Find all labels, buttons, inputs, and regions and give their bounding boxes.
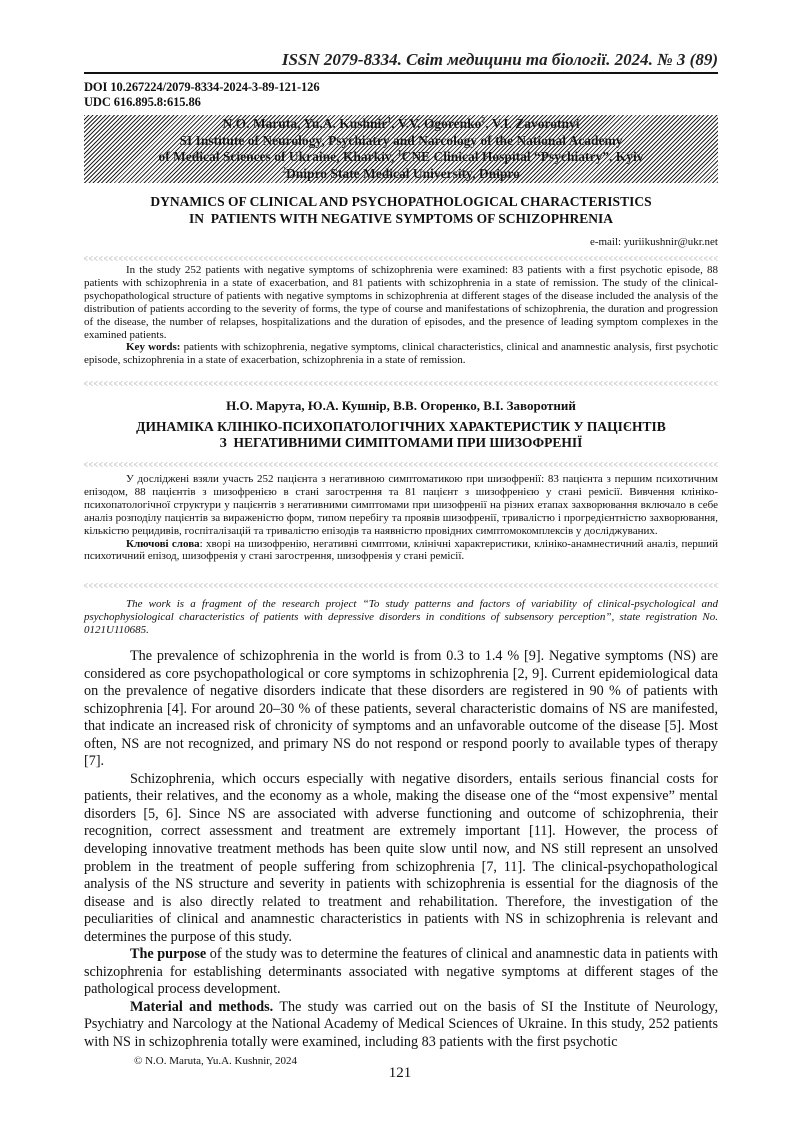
- authors-ua: Н.О. Марута, Ю.А. Кушнір, В.В. Огоренко, В.І. Заворотний: [226, 398, 576, 413]
- author-names: N.O. Maruta, Yu.A. Kushnir: [222, 116, 388, 131]
- title-line: IN PATIENTS WITH NEGATIVE SYMPTOMS OF SCHIZOPHRENIA: [189, 211, 613, 226]
- separator: [84, 583, 718, 588]
- affiliation-line: SI Institute of Neurology, Psychiatry and Narcology of the National Academy: [179, 132, 623, 148]
- header-rule: [84, 72, 718, 74]
- paragraph: [84, 946, 718, 999]
- affiliation-block: [84, 115, 718, 183]
- udc: UDC 616.895.8:615.86: [84, 95, 201, 109]
- affiliation-mark: 1: [387, 115, 392, 125]
- page-number: 121: [388, 1065, 412, 1081]
- authors-en: [84, 116, 718, 133]
- keywords-en: [84, 341, 718, 367]
- separator: [84, 381, 718, 386]
- keywords-ua: [84, 538, 718, 564]
- copyright: © N.O. Maruta, Yu.A. Kushnir, 2024: [134, 1055, 298, 1067]
- funding-text: The work is a fragment of the research project “To study patterns and factors of variability of clinical-psychological and psychophysiological characteristics of patients with depressive disorders in conditions of subsensory perception”, state registration No. 0121U110685.: [84, 598, 718, 636]
- affiliation-text: of Medical Sciences of Ukraine, Kharkiv,: [158, 149, 398, 164]
- abstract-text: In the study 252 patients with negative symptoms of schizophrenia were examined: 83 patients with a first psychotic episode, 88 patients with schizophrenia in a state of exacerbation, and 81 patients with schizophrenia in a state of remission. The study of the clinical-psychopathological structure of patients with negative symptoms in schizophrenia at different stages of the disease included the analysis of the distribution of patients according to the severity of forms, the type of course and manifestations of schizophrenia, the duration and progression of the disease, the number of relapses, hospitalizations and the duration of episodes, and the presence of leading symptom complexes in the examined patients.: [84, 264, 718, 341]
- affiliation-mark: 1: [397, 148, 402, 158]
- keywords-text: patients with schizophrenia, negative symptoms, clinical characteristics, clinical and anamnestic analysis, first psychotic episode, schizophrenia in a state of exacerbation, schizophrenia in a state of remission.: [84, 341, 719, 367]
- paragraph: [84, 999, 718, 1052]
- title-line: З НЕГАТИВНИМИ СИМПТОМАМИ ПРИ ШИЗОФРЕНІЇ: [219, 435, 583, 450]
- paragraph: Schizophrenia, which occurs especially with negative disorders, entails serious financial costs for patients, their relatives, and the economy as a whole, making the disease one of the “most expensive” mental disorders [5, 6]. Since NS are associated with adverse functioning and outcome of schizophrenia, their recognition, correct assessment and treatment are extremely important [11]. However, the process of developing innovative treatment methods has been quite slow until now, and NS still represent an unsolved problem in the treatment of people suffering from schizophrenia [7, 11]. The clinical-psychopathological analysis of the NS structure and severity in patients with schizophrenia is essential for the diagnosis of the disease and is also directly related to treatment and rehabilitation. Therefore, the investigation of the peculiarities of clinical and anamnestic characteristics in patients with NS in schizophrenia is relevant and determines the purpose of this study.: [84, 770, 718, 945]
- abstract-ua: [84, 473, 718, 563]
- abstract-en: [84, 264, 718, 367]
- separator: [84, 462, 718, 467]
- affiliation-mark: 2: [481, 115, 486, 125]
- body-text: [84, 648, 718, 1052]
- separator: [84, 256, 718, 261]
- funding-note: [84, 598, 718, 637]
- email-link[interactable]: e-mail: yuriikushnir@ukr.net: [589, 236, 718, 248]
- author-names: , V.V. Ogorenko: [391, 116, 482, 131]
- abstract-text: У досліджені взяли участь 252 пацієнта з негативною симптоматикою при шизофренії: 83 пацієнта з першим психотичним епізодом, 88 пацієнтів з шизофренією в стані загострення та 81 пацієнт з шизофренією у стані ремісії. Вивчення клініко-психопатологічної структури у пацієнтів з негативними симптомами при шизофренії на різних етапах захворювання включало в себе аналіз розподілу пацієнтів за вираженістю форм, типом перебігу та проявів шизофренії, тривалістю і прогредієнтністю захворювання, кількістю рецидивів, госпіталізацій та тривалістю епізодів та наявністю провідних симптомокомплексів у досліджуваних.: [84, 473, 718, 537]
- title-line: DYNAMICS OF CLINICAL AND PSYCHOPATHOLOGICAL CHARACTERISTICS: [150, 194, 652, 209]
- section-label: The purpose: [130, 946, 207, 963]
- running-head: ISSN 2079-8334. Світ медицини та біології. 2024. № 3 (89): [281, 50, 718, 69]
- keywords-text: : хворі на шизофренію, негативні симптоми, клінічні характеристики, клініко-анамнестичний аналіз, перший психотичний епізод, шизофренія у стані загострення, шизофренія у стані ремісії.: [84, 537, 718, 563]
- keywords-label: Ключові слова: [126, 537, 200, 550]
- affiliation-line: [84, 149, 718, 166]
- affiliation-text: Dnipro State Medical University, Dnipro: [286, 165, 520, 181]
- author-names: , V.I. Zavorotnyi: [485, 116, 580, 131]
- affiliation-mark: 2: [282, 165, 287, 174]
- affiliation-text: CNE Clinical Hospital “Psychiatry”, Kyiv: [401, 149, 644, 164]
- paragraph-text: The study was carried out on the basis of SI the Institute of Neurology, Psychiatry and Narcology at the National Academy of Medical Sciences of Ukraine. In this study, 252 patients with NS in schizophrenia totally were examined, including 83 patients with the first psychotic: [84, 998, 718, 1051]
- title-line: ДИНАМІКА КЛІНІКО-ПСИХОПАТОЛОГІЧНИХ ХАРАКТЕРИСТИК У ПАЦІЄНТІВ: [136, 419, 666, 434]
- keywords-label: Key words:: [126, 341, 181, 354]
- paragraph: The prevalence of schizophrenia in the world is from 0.3 to 1.4 % [9]. Negative symptoms (NS) are considered as core psychopathological or core symptoms in schizophrenia [2, 9]. Current epidemiological data on the prevalence of negative disorders indicate that these disorders are registered in 90 % of patients with schizophrenia [4]. For around 20–30 % of these patients, several characteristic domains of NS are manifested, that indicate an increased risk of chronicity of symptoms and an unfavorable outcome of the disease [5]. Most often, NS are not recognized, and primary NS do not respond or respond poorly to available types of therapy [7].: [84, 648, 718, 770]
- doi: DOI 10.267224/2079-8334-2024-3-89-121-126: [84, 80, 320, 94]
- paragraph-text: of the study was to determine the features of clinical and anamnestic data in patients with schizophrenia for establishing determinants associated with negative symptoms at different stages of the pathological process development.: [84, 946, 718, 998]
- title-ua: [84, 419, 718, 451]
- title-en: [84, 193, 718, 227]
- section-label: Material and methods.: [130, 998, 274, 1015]
- affiliation-line: [84, 166, 718, 183]
